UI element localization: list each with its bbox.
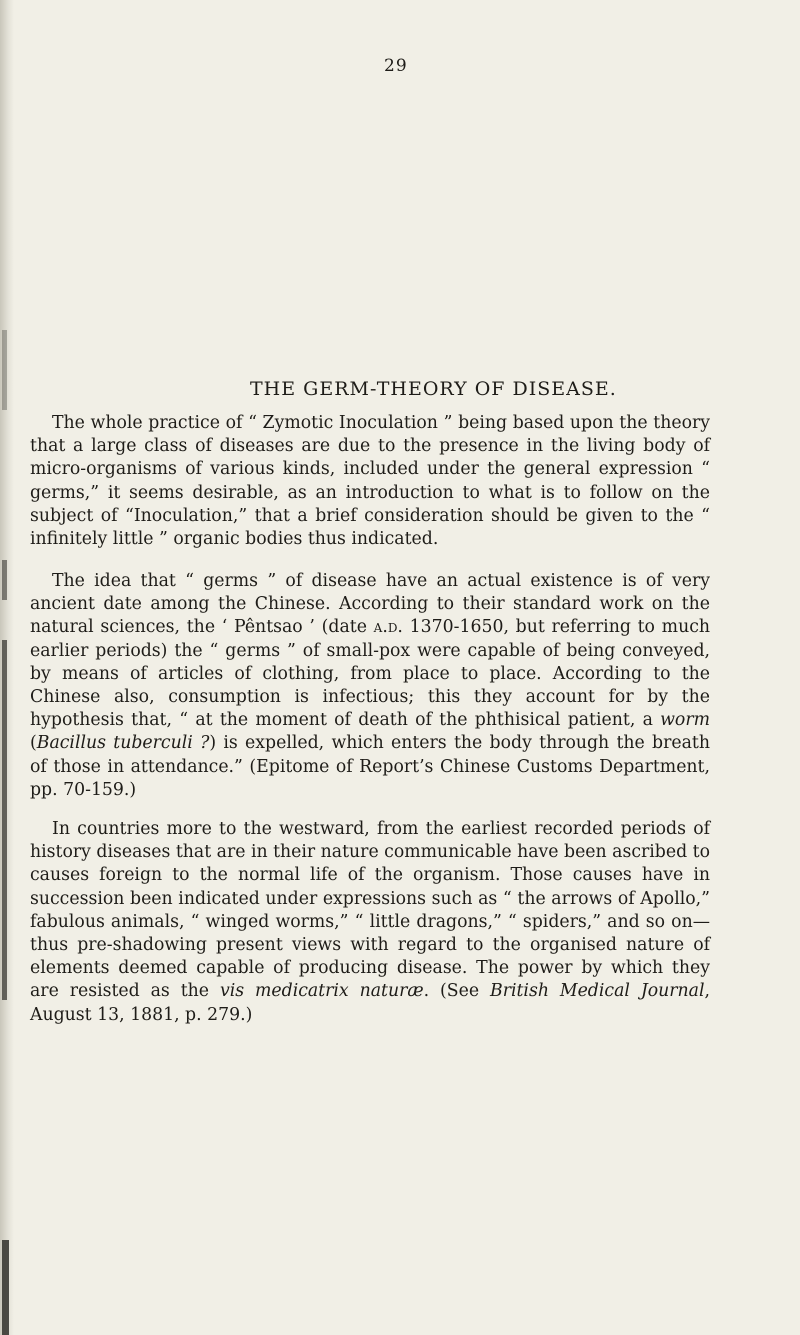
italic-term: Bacillus tuberculi ? — [36, 733, 210, 754]
paragraph-1-text: The whole practice of “ Zymotic Inoculation ” being based upon the theory that a large class of diseases are due to the presence in the living body of micro-organisms of various kinds, included under the general expression “ germs,” it seems desirable, as an introduction to what is to follow on the subject of “Inoculation,” that a brief consideration should be given to the “ infinitely little ” organic bodies thus indicated. — [30, 413, 710, 550]
text-run: ( — [30, 733, 37, 754]
text-run: The idea that “ germs ” of disease have an actual existence is of very ancient date among the Chinese. According to their standard work on the natural sciences, the ‘ Pêntsao ’ (date — [30, 571, 710, 638]
spine-mark — [2, 560, 7, 600]
paragraph-2-text — [30, 570, 710, 802]
text-run: In countries more to the westward, from the earliest recorded periods of history diseases that are in their nature communicable have been ascribed to causes foreign to the normal life of the organism. Those causes have in succession been indicated under expressions such as “ the arrows of Apollo,” fabulous animals, “ winged worms,” “ little dragons,” “ spiders,” and so on—thus pre-shadowing present views with regard to the organised nature of elements deemed capable of producing disease. The power by which they are resisted as the — [30, 819, 710, 1002]
spine-mark — [2, 640, 7, 1000]
paragraph-3 — [30, 818, 710, 1027]
page-spine-shadow — [0, 0, 14, 1335]
text-run: ) is expelled, which enters the body through the breath of those in attendance.” (Epitome of Report’s Chinese Customs Department, pp. 70-159.) — [30, 733, 710, 800]
paragraph-2 — [30, 570, 710, 802]
journal-title: British Medical Journal — [490, 981, 705, 1002]
page-number: 29 — [384, 56, 408, 76]
text-run: . (See — [423, 981, 490, 1002]
paragraph-1 — [30, 412, 710, 551]
italic-term: worm — [660, 710, 710, 731]
italic-term: vis medicatrix naturæ — [219, 981, 424, 1002]
chapter-title: THE GERM-THEORY OF DISEASE. — [250, 378, 617, 400]
era-abbreviation: a.d. — [373, 617, 403, 638]
spine-mark — [2, 1240, 9, 1335]
text-run: 1370-1650, but referring to much earlier periods) the “ germs ” of small-pox were capable of being conveyed, by means of articles of clothing, from place to place. According to the Chinese also, consumption is infectious; this they account for by the hypothesis that, “ at the moment of death of the phthisical patient, a — [30, 617, 711, 731]
spine-mark — [2, 330, 7, 410]
text-run: , August 13, 1881, p. 279.) — [30, 981, 710, 1025]
paragraph-3-text — [30, 818, 710, 1027]
